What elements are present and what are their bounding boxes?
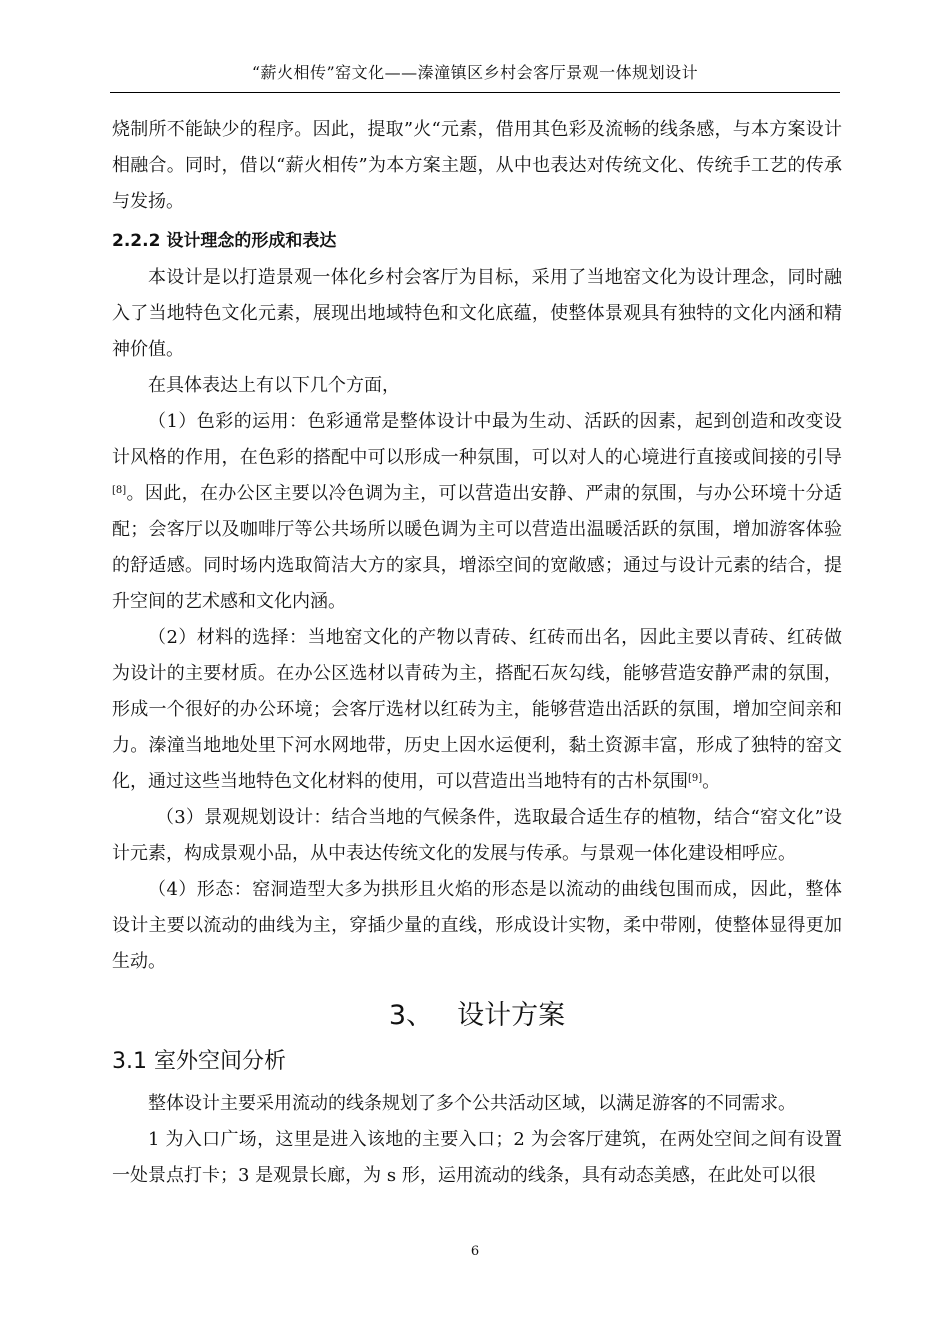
paragraph-color-usage <box>112 404 842 620</box>
paragraph-aspects-intro: 在具体表达上有以下几个方面， <box>148 375 400 396</box>
color-usage-text-a: （1）色彩的运用：色彩通常是整体设计中最为生动、活跃的因素，起到创造和改变设计风格的作用，在色彩的搭配中可以形成一种氛围，可以对人的心境进行直接或间接的引导 <box>112 411 842 468</box>
citation-8: [8] <box>112 485 127 496</box>
paragraph-design-concept: 本设计是以打造景观一体化乡村会客厅为目标，采用了当地窑文化为设计理念，同时融入了当地特色文化元素，展现出地域特色和文化底蕴，使整体景观具有独特的文化内涵和精神价值。 <box>112 267 842 360</box>
paragraph-outdoor-overview: 整体设计主要采用流动的线条规划了多个公共活动区域，以满足游客的不同需求。 <box>148 1093 796 1114</box>
paragraph-area-list: 1 为入口广场，这里是进入该地的主要入口；2 为会客厅建筑，在两处空间之间有设置一处景点打卡；3 是观景长廊，为 s 形，运用流动的线条，具有动态美感，在此处可以很 <box>112 1129 842 1186</box>
material-text-b: 。 <box>702 771 721 792</box>
color-usage-text-b: 。因此，在办公区主要以冷色调为主，可以营造出安静、严肃的氛围，与办公环境十分适配；会客厅以及咖啡厅等公共场所以暖色调为主可以营造出温暖活跃的氛围，增加游客体验的舒适感。同时场内选取简洁大方的家具，增添空间的宽敞感；通过与设计元素的结合，提升空间的艺术感和文化内涵。 <box>112 483 842 612</box>
header-rule <box>110 92 840 93</box>
paragraph-material-choice <box>112 620 842 800</box>
material-text-a: （2）材料的选择：当地窑文化的产物以青砖、红砖而出名，因此主要以青砖、红砖做为设计的主要材质。在办公区选材以青砖为主，搭配石灰勾线，能够营造安静严肃的氛围，形成一个很好的办公环境；会客厅选材以红砖为主，能够营造出活跃的氛围，增加空间亲和力。溱潼当地地处里下河水网地带，历史上因水运便利，黏土资源丰富，形成了独特的窑文化，通过这些当地特色文化材料的使用，可以营造出当地特有的古朴氛围 <box>112 627 842 792</box>
chapter-title: 设计方案 <box>457 1000 566 1031</box>
chapter-heading <box>112 994 842 1038</box>
document-body <box>112 112 842 1194</box>
section-heading-3-1: 3.1 室外空间分析 <box>112 1049 286 1074</box>
subsection-heading-2-2-2: 2.2.2 设计理念的形成和表达 <box>112 231 337 251</box>
paragraph-continuation: 烧制所不能缺少的程序。因此，提取”火“元素，借用其色彩及流畅的线条感，与本方案设计相融合。同时，借以“薪火相传”为本方案主题，从中也表达对传统文化、传统手工艺的传承与发扬。 <box>112 119 842 212</box>
citation-9: [9] <box>688 773 703 784</box>
paragraph-landscape-planning: （3）景观规划设计：结合当地的气候条件，选取最合适生存的植物，结合“窑文化”设计元素，构成景观小品，从中表达传统文化的发展与传承。与景观一体化建设相呼应。 <box>112 807 842 864</box>
chapter-number: 3、 <box>388 1000 434 1031</box>
running-header: “薪火相传”窑文化——溱潼镇区乡村会客厅景观一体规划设计 <box>251 63 699 82</box>
paragraph-form: （4）形态：窑洞造型大多为拱形且火焰的形态是以流动的曲线包围而成，因此，整体设计主要以流动的曲线为主，穿插少量的直线，形成设计实物，柔中带刚，使整体显得更加生动。 <box>112 879 842 972</box>
page-number: 6 <box>470 1244 480 1259</box>
